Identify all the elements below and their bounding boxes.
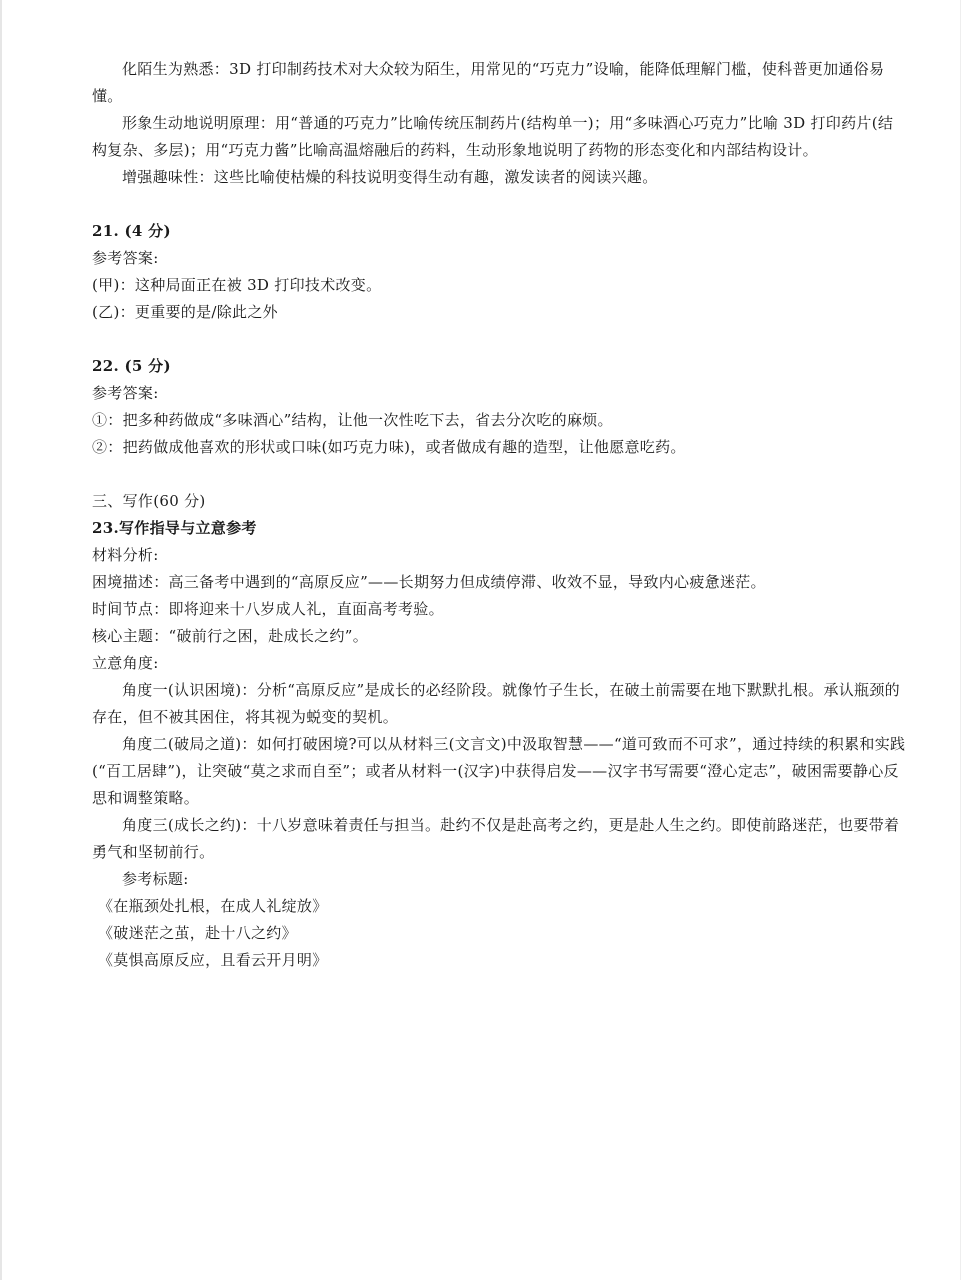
paragraph-familiarize: 化陌生为熟悉：3D 打印制药技术对大众较为陌生，用常见的“巧克力”设喻，能降低理解门槛，使科普更加通俗易懂。: [92, 60, 885, 105]
angle-two: 角度二(破局之道)：如何打破困境?可以从材料三(文言文)中汲取智慧——“道可致而不可求”，通过持续的积累和实践(“百工居肆”)，让突破“莫之求而自至”；或者从材料一(汉字)中获得启发——汉字书写需要“澄心定志”，破困需要静心反思和调整策略。: [92, 735, 906, 807]
q22-reference-label: 参考答案:: [92, 384, 159, 402]
q22-answer-2: ②：把药做成他喜欢的形状或口味(如巧克力味)，或者做成有趣的造型，让他愿意吃药。: [92, 438, 686, 456]
reference-title: 《破迷茫之茧，赴十八之约》: [98, 924, 297, 942]
q22-answer-1: ①：把多种药做成“多味酒心”结构，让他一次性吃下去，省去分次吃的麻烦。: [92, 411, 613, 429]
q23-title: 23.写作指导与立意参考: [92, 519, 257, 537]
paragraph-interest: 增强趣味性：这些比喻使枯燥的科技说明变得生动有趣，激发读者的阅读兴趣。: [122, 168, 658, 186]
angle-one: 角度一(认识困境)：分析“高原反应”是成长的必经阶段。就像竹子生长，在破土前需要在地下默默扎根。承认瓶颈的存在，但不被其困住，将其视为蜕变的契机。: [92, 681, 900, 726]
q21-answer-jia: (甲)：这种局面正在被 3D 打印技术改变。: [92, 276, 382, 294]
time-node: 时间节点：即将迎来十八岁成人礼，直面高考考验。: [92, 600, 444, 618]
q21-reference-label: 参考答案:: [92, 249, 159, 267]
core-theme: 核心主题：“破前行之困，赴成长之约”。: [92, 627, 369, 645]
angle-label: 立意角度:: [92, 654, 159, 672]
q22-heading: 22. (5 分): [92, 357, 171, 375]
reference-title: 《莫惧高原反应，且看云开月明》: [98, 951, 328, 969]
q21-heading: 21. (4 分): [92, 222, 171, 240]
document-content: [92, 56, 907, 974]
material-analysis-label: 材料分析:: [92, 546, 159, 564]
angle-three: 角度三(成长之约)：十八岁意味着责任与担当。赴约不仅是赴高考之约，更是赴人生之约。即使前路迷茫，也要带着勇气和坚韧前行。: [92, 816, 900, 861]
dilemma-description: 困境描述：高三备考中遇到的“高原反应”——长期努力但成绩停滞、收效不显，导致内心疲惫迷茫。: [92, 573, 766, 591]
q21-answer-yi: (乙)：更重要的是/除此之外: [92, 303, 278, 321]
reference-title: 《在瓶颈处扎根，在成人礼绽放》: [98, 897, 328, 915]
writing-section-title: 三、写作(60 分): [92, 492, 206, 510]
reference-titles-label: 参考标题:: [122, 870, 189, 888]
paragraph-vivid-explanation: 形象生动地说明原理：用“普通的巧克力”比喻传统压制药片(结构单一)；用“多味酒心巧克力”比喻 3D 打印药片(结构复杂、多层)；用“巧克力酱”比喻高温熔融后的药料，生动形象地说明了药物的形态变化和内部结构设计。: [92, 114, 894, 159]
